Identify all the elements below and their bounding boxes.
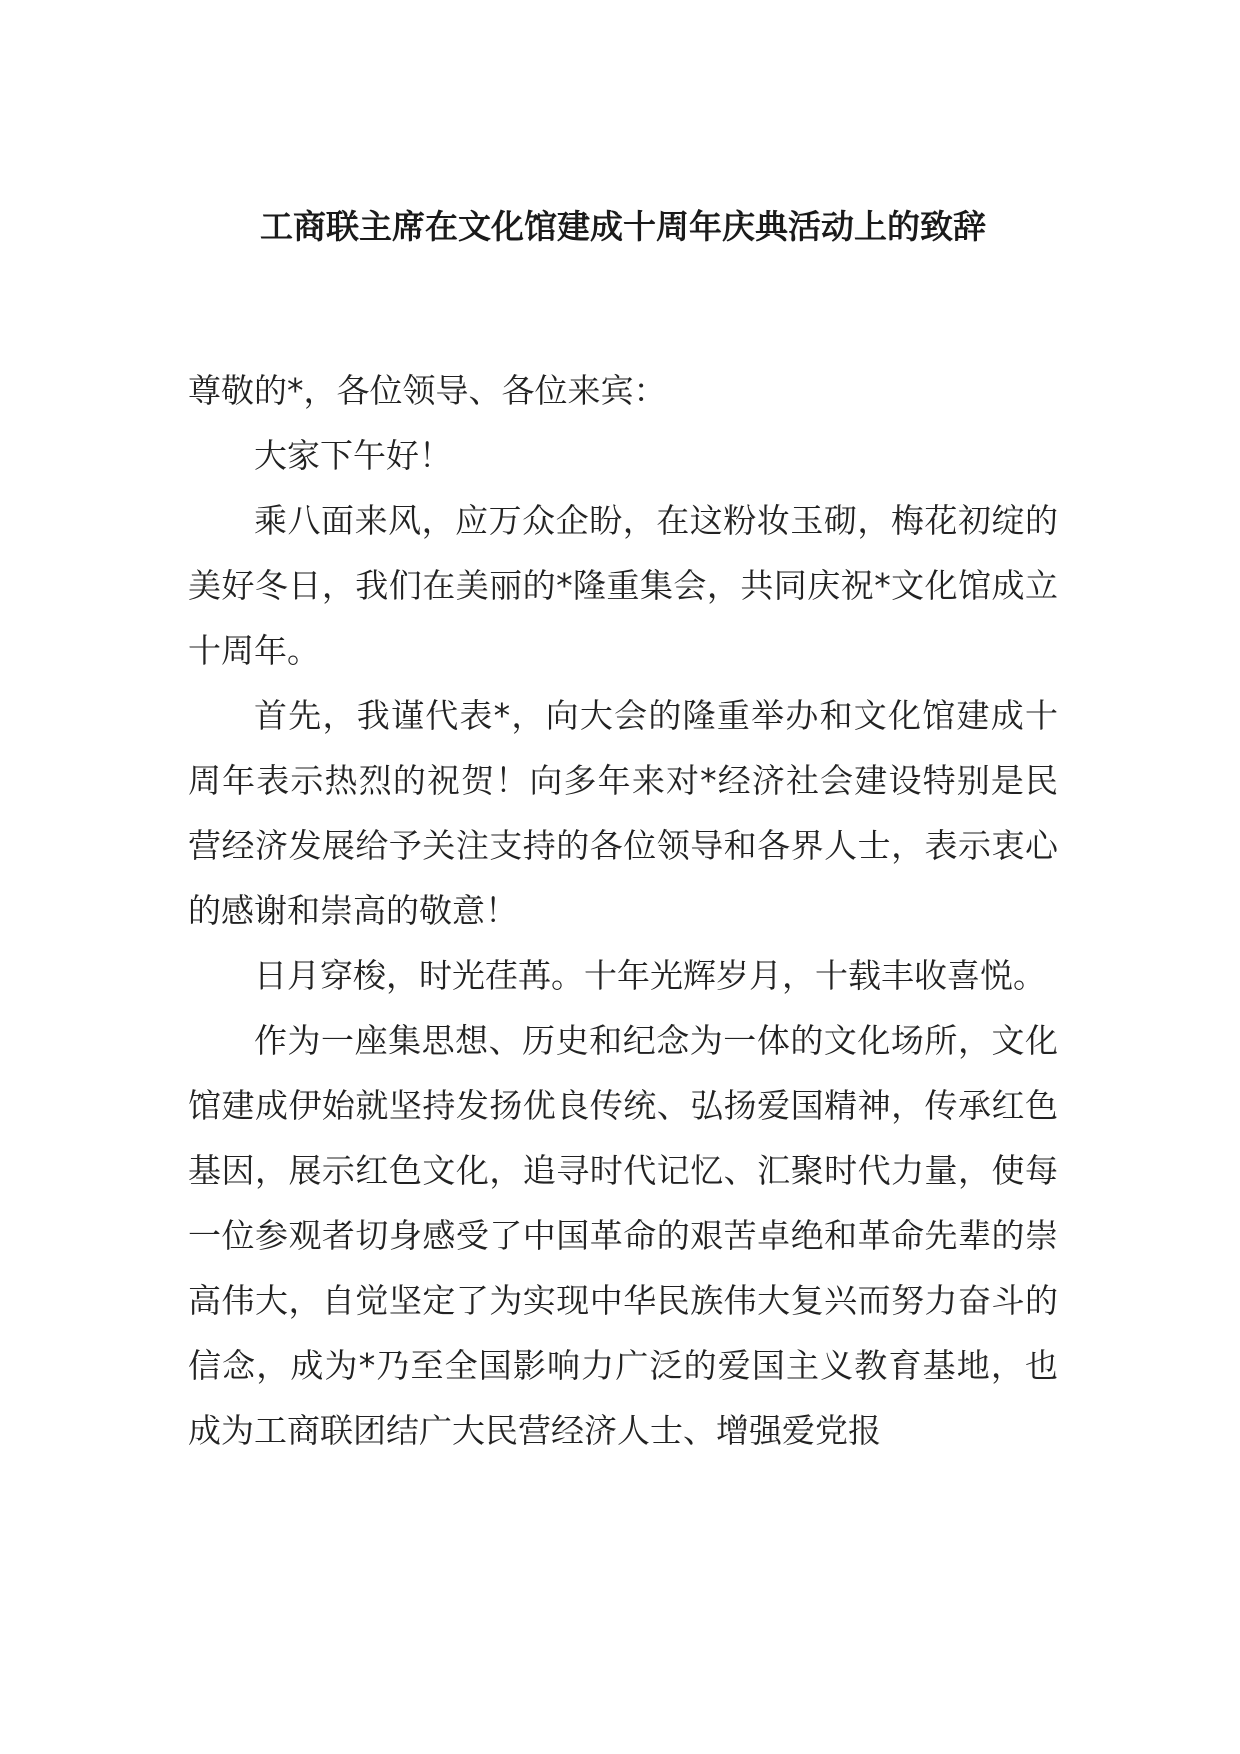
salutation: 尊敬的*，各位领导、各位来宾： (188, 371, 667, 410)
paragraph-opening: 乘八面来风，应万众企盼，在这粉妆玉砌，梅花初绽的美好冬日，我们在美丽的*隆重集会，共同庆祝*文化馆成立十周年。 (188, 501, 1058, 670)
paragraph-achievements: 作为一座集思想、历史和纪念为一体的文化场所，文化馆建成伊始就坚持发扬优良传统、弘扬爱国精神，传承红色基因，展示红色文化，追寻时代记忆、汇聚时代力量，使每一位参观者切身感受了中国革命的艰苦卓绝和革命先辈的崇高伟大，自觉坚定了为实现中华民族伟大复兴而努力奋斗的信念，成为*乃至全国影响力广泛的爱国主义教育基地，也成为工商联团结广大民营经济人士、增强爱党报 (188, 1021, 1058, 1450)
document-title: 工商联主席在文化馆建成十周年庆典活动上的致辞 (260, 207, 986, 246)
document-page (188, 0, 1058, 1463)
paragraph-congratulations: 首先，我谨代表*，向大会的隆重举办和文化馆建成十周年表示热烈的祝贺！向多年来对*经济社会建设特别是民营经济发展给予关注支持的各位领导和各界人士，表示衷心的感谢和崇高的敬意！ (188, 696, 1058, 930)
paragraph-time: 日月穿梭，时光荏苒。十年光辉岁月，十载丰收喜悦。 (254, 956, 1046, 995)
paragraph-greeting: 大家下午好！ (254, 436, 452, 475)
document-body (188, 358, 1058, 1463)
